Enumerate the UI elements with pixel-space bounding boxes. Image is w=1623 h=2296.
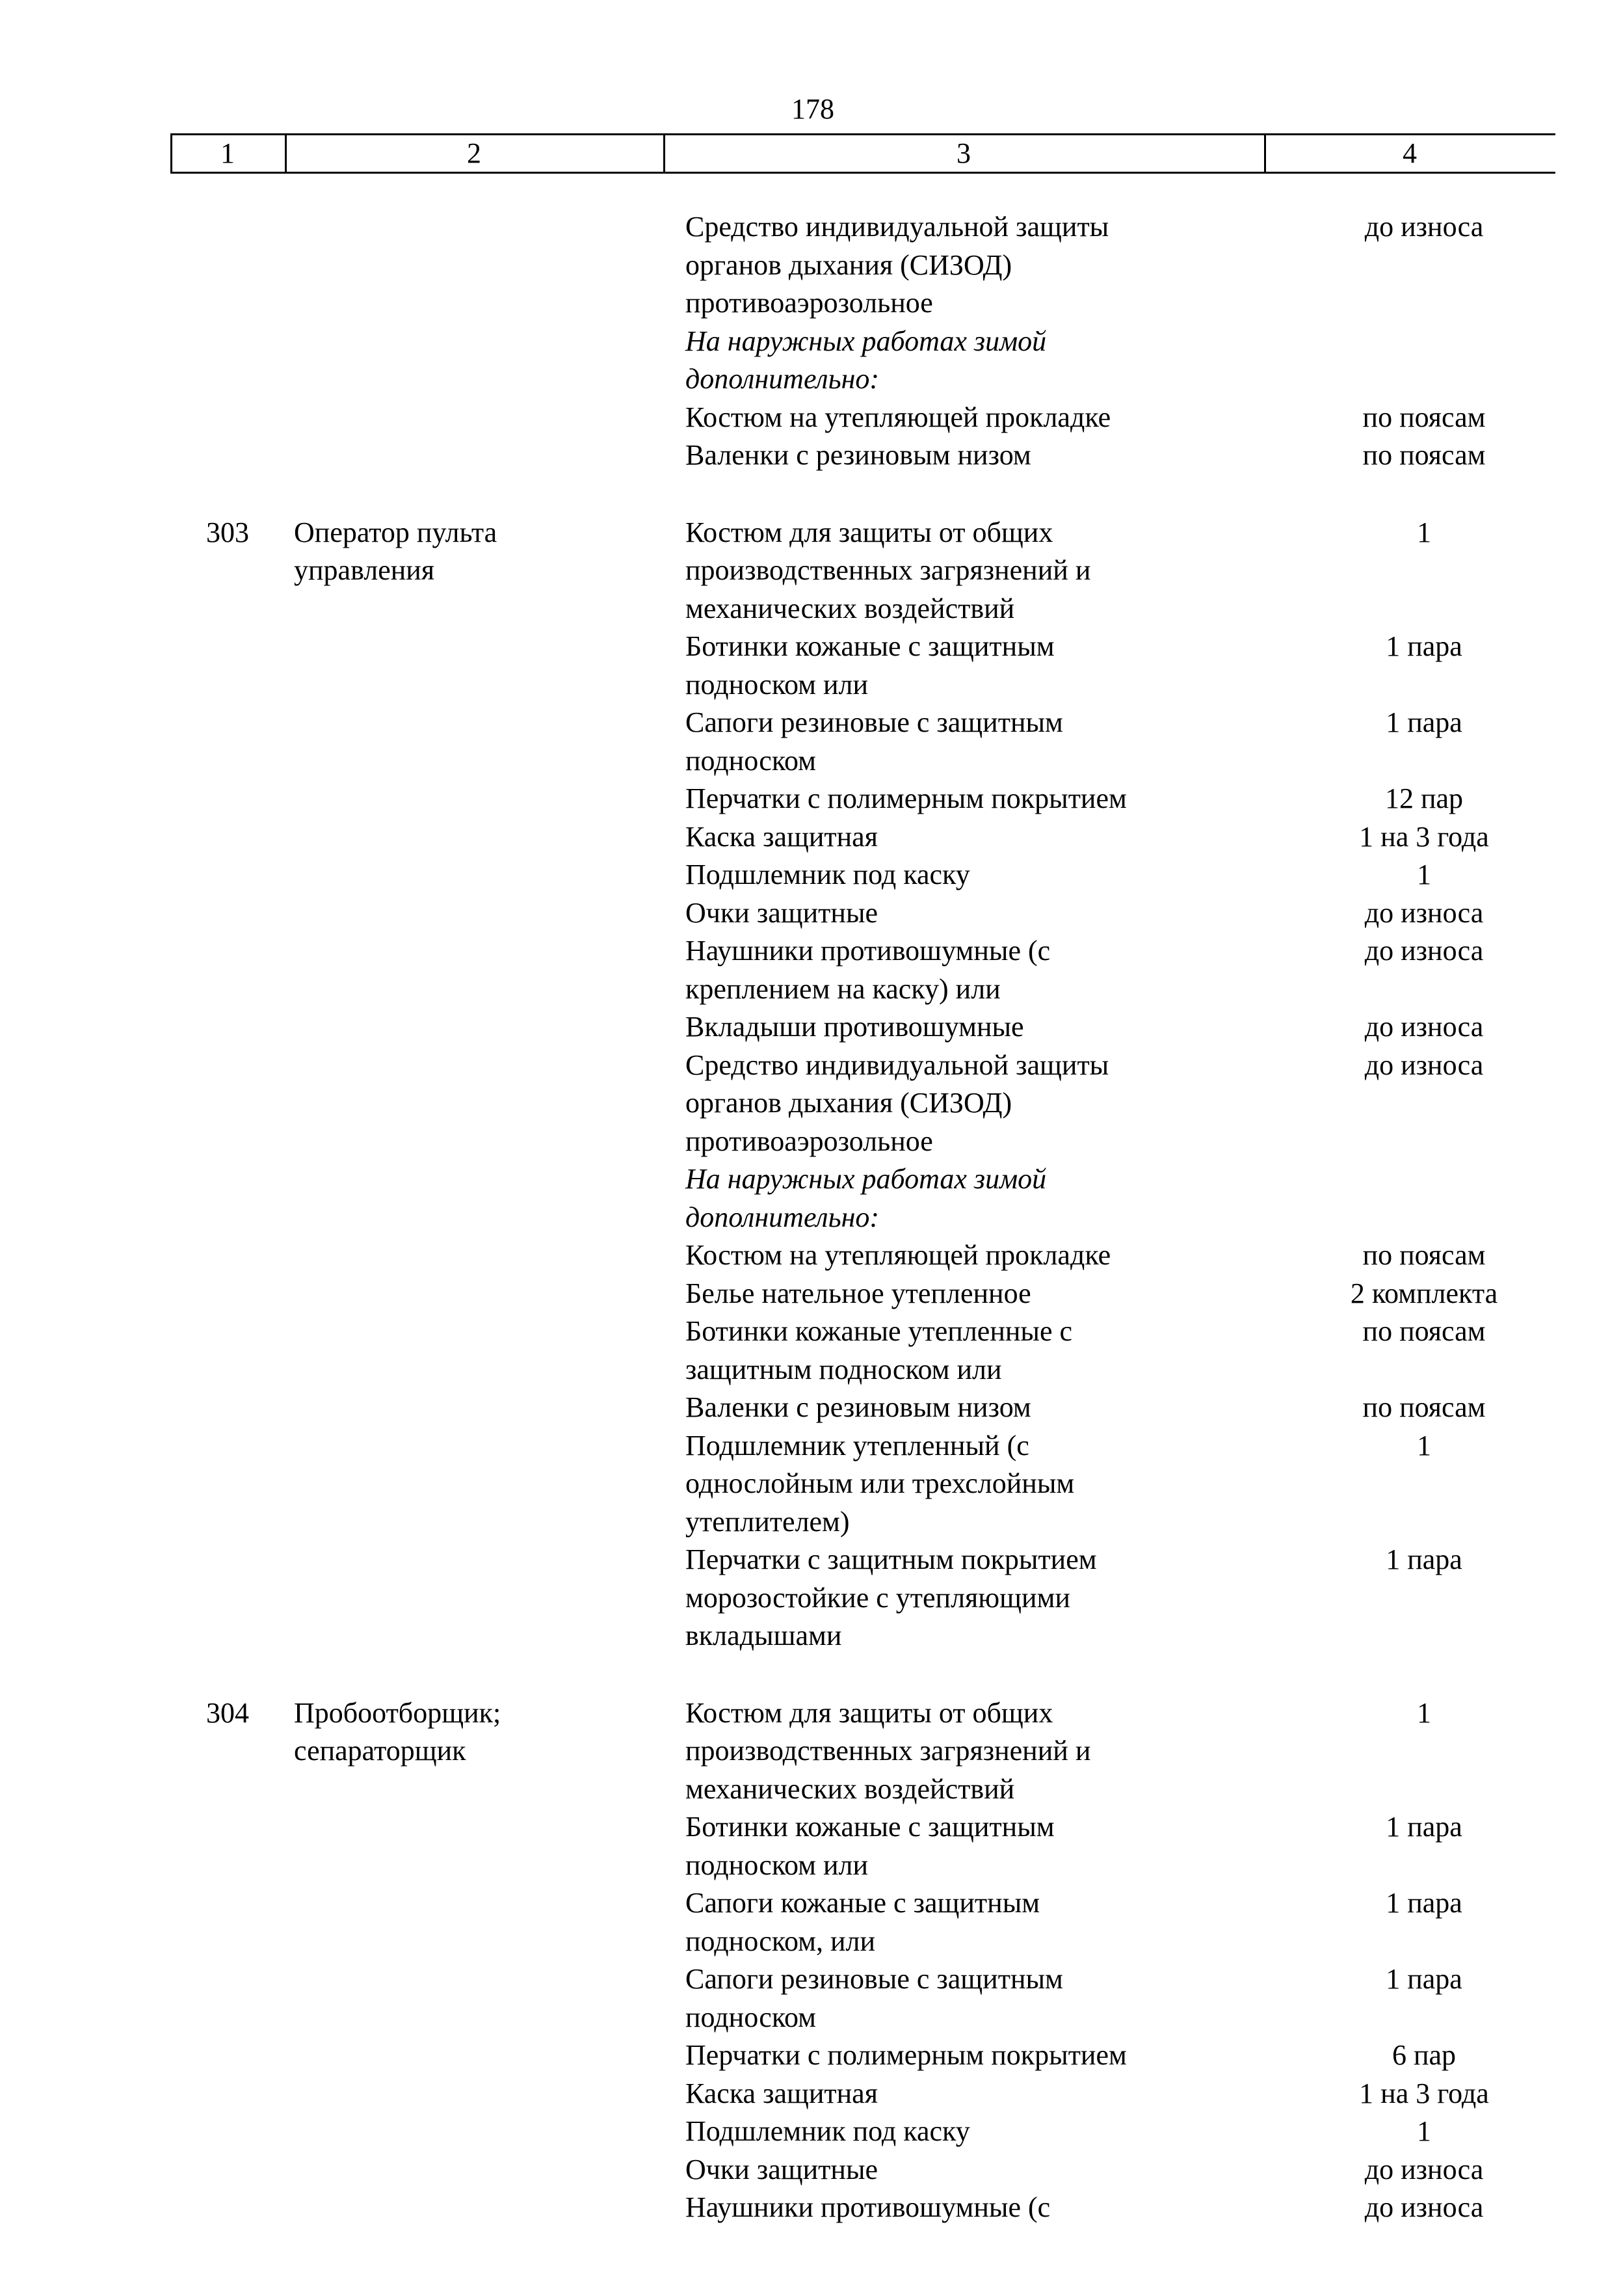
issue-norm: 1 xyxy=(1417,2115,1431,2147)
table-row xyxy=(0,932,1623,970)
issue-norm: до износа xyxy=(1364,935,1484,967)
table-row xyxy=(0,780,1623,818)
equipment-item: Вкладыши противошумные xyxy=(685,1011,1024,1043)
equipment-item: подноском xyxy=(685,745,816,777)
issue-norm: до износа xyxy=(1364,897,1484,929)
equipment-item: Костюм на утепляющей прокладке xyxy=(685,1239,1111,1271)
equipment-item: механических воздействий xyxy=(685,1773,1015,1805)
equipment-item: Ботинки кожаные утепленные с xyxy=(685,1315,1073,1347)
table-row xyxy=(0,1047,1623,1084)
equipment-item: вкладышами xyxy=(685,1620,842,1651)
equipment-item: подноском, или xyxy=(685,1925,876,1957)
issue-norm: до износа xyxy=(1364,211,1484,243)
equipment-item: Костюм для защиты от общих xyxy=(685,1697,1053,1729)
table-row xyxy=(0,704,1623,741)
table-row xyxy=(0,1313,1623,1350)
table-row xyxy=(0,1465,1623,1502)
table-row xyxy=(0,1199,1623,1236)
table-row xyxy=(0,323,1623,360)
table-row xyxy=(0,856,1623,894)
header-col-4: 4 xyxy=(1403,137,1417,169)
issue-norm: до износа xyxy=(1364,1011,1484,1043)
table-row xyxy=(0,1275,1623,1313)
equipment-item: На наружных работах зимой xyxy=(685,1163,1047,1195)
position-name: Оператор пульта xyxy=(294,516,497,548)
table-row xyxy=(0,1732,1623,1770)
equipment-item: органов дыхания (СИЗОД) xyxy=(685,249,1012,281)
equipment-item: Сапоги резиновые с защитным xyxy=(685,1963,1063,1995)
table-row xyxy=(0,552,1623,589)
table-row xyxy=(0,1541,1623,1579)
issue-norm: 1 xyxy=(1417,1430,1431,1462)
table-row xyxy=(0,1236,1623,1274)
issue-norm: 1 xyxy=(1417,1697,1431,1729)
table-row xyxy=(0,2036,1623,2074)
equipment-item: Подшлемник под каску xyxy=(685,859,970,890)
issue-norm: 6 пар xyxy=(1392,2039,1457,2071)
table-row xyxy=(0,1884,1623,1922)
table-row xyxy=(0,247,1623,284)
position-name: управления xyxy=(294,554,435,586)
equipment-item: Наушники противошумные (с xyxy=(685,2191,1051,2223)
equipment-item: противоаэрозольное xyxy=(685,1125,933,1157)
table-row xyxy=(0,1847,1623,1884)
equipment-item: защитным подноском или xyxy=(685,1354,1002,1385)
issue-norm: 1 пара xyxy=(1386,1887,1462,1919)
equipment-item: утеплителем) xyxy=(685,1506,850,1538)
issue-norm: 1 на 3 года xyxy=(1359,821,1489,853)
equipment-item: Каска защитная xyxy=(685,821,878,853)
issue-norm: 1 пара xyxy=(1386,706,1462,738)
issue-norm: 1 xyxy=(1417,516,1431,548)
table-row xyxy=(0,1389,1623,1426)
issue-norm: 1 на 3 года xyxy=(1359,2077,1489,2109)
equipment-item: Средство индивидуальной защиты xyxy=(685,211,1109,243)
equipment-item: Костюм для защиты от общих xyxy=(685,516,1053,548)
equipment-item: Наушники противошумные (с xyxy=(685,935,1051,967)
row-number: 304 xyxy=(206,1697,249,1729)
row-number: 303 xyxy=(206,516,249,548)
table-row xyxy=(0,208,1623,246)
equipment-item: подноском xyxy=(685,2001,816,2033)
issue-norm: 1 пара xyxy=(1386,1963,1462,1995)
position-name: сепараторщик xyxy=(294,1735,466,1767)
equipment-item: механических воздействий xyxy=(685,593,1015,624)
equipment-item: креплением на каску) или xyxy=(685,973,1001,1005)
table-row xyxy=(0,1999,1623,2036)
equipment-item: Костюм на утепляющей прокладке xyxy=(685,401,1111,433)
table-row xyxy=(0,666,1623,704)
header-col-2: 2 xyxy=(467,137,481,169)
issue-norm: 1 пара xyxy=(1386,1811,1462,1843)
equipment-item: Подшлемник под каску xyxy=(685,2115,970,2147)
issue-norm: по поясам xyxy=(1362,1315,1486,1347)
issue-norm: 1 xyxy=(1417,859,1431,890)
header-col-3: 3 xyxy=(957,137,971,169)
equipment-item: производственных загрязнений и xyxy=(685,554,1091,586)
table-row xyxy=(0,1808,1623,1846)
equipment-item: подноском или xyxy=(685,1849,869,1881)
issue-norm: по поясам xyxy=(1362,1239,1486,1271)
table-row xyxy=(0,399,1623,436)
table-row xyxy=(0,1503,1623,1541)
equipment-item: дополнительно: xyxy=(685,363,880,395)
issue-norm: по поясам xyxy=(1362,401,1486,433)
table-row xyxy=(0,2113,1623,2150)
issue-norm: до износа xyxy=(1364,2191,1484,2223)
table-row xyxy=(0,360,1623,398)
table-row xyxy=(0,1694,1623,1732)
table-row xyxy=(0,1579,1623,1617)
equipment-item: органов дыхания (СИЗОД) xyxy=(685,1087,1012,1119)
table-row xyxy=(0,2151,1623,2189)
table-row xyxy=(0,1008,1623,1046)
equipment-item: На наружных работах зимой xyxy=(685,325,1047,357)
equipment-item: однослойным или трехслойным xyxy=(685,1467,1075,1499)
header-col-1: 1 xyxy=(220,137,235,169)
issue-norm: по поясам xyxy=(1362,439,1486,471)
equipment-item: Сапоги кожаные с защитным xyxy=(685,1887,1040,1919)
equipment-item: Ботинки кожаные с защитным xyxy=(685,1811,1055,1843)
table-row xyxy=(0,894,1623,932)
equipment-item: Валенки с резиновым низом xyxy=(685,1391,1031,1423)
table-row xyxy=(0,1351,1623,1389)
equipment-item: Перчатки с полимерным покрытием xyxy=(685,2039,1127,2071)
issue-norm: до износа xyxy=(1364,1049,1484,1081)
table-row xyxy=(0,436,1623,474)
table-row xyxy=(0,1084,1623,1122)
table-row xyxy=(0,1160,1623,1198)
table-row xyxy=(0,590,1623,628)
equipment-item: Ботинки кожаные с защитным xyxy=(685,630,1055,662)
table-row xyxy=(0,742,1623,780)
table-row xyxy=(0,2189,1623,2226)
equipment-item: подноском или xyxy=(685,669,869,701)
issue-norm: 1 пара xyxy=(1386,1543,1462,1575)
equipment-item: Перчатки с защитным покрытием xyxy=(685,1543,1097,1575)
position-name: Пробоотборщик; xyxy=(294,1697,501,1729)
equipment-item: дополнительно: xyxy=(685,1201,880,1233)
table-row xyxy=(0,1427,1623,1465)
table-row xyxy=(0,628,1623,665)
table-row xyxy=(0,970,1623,1008)
equipment-item: Перчатки с полимерным покрытием xyxy=(685,782,1127,814)
equipment-item: Очки защитные xyxy=(685,2154,878,2185)
table-row xyxy=(0,2075,1623,2113)
equipment-item: морозостойкие с утепляющими xyxy=(685,1582,1070,1614)
equipment-item: Валенки с резиновым низом xyxy=(685,439,1031,471)
issue-norm: до износа xyxy=(1364,2154,1484,2185)
table-row xyxy=(0,1617,1623,1655)
table-row xyxy=(0,1960,1623,1998)
issue-norm: 12 пар xyxy=(1384,782,1464,814)
equipment-item: Подшлемник утепленный (с xyxy=(685,1430,1029,1462)
table-row xyxy=(0,1923,1623,1960)
table-row xyxy=(0,1123,1623,1160)
equipment-item: Белье нательное утепленное xyxy=(685,1277,1031,1309)
issue-norm: 2 комплекта xyxy=(1350,1277,1498,1309)
issue-norm: 1 пара xyxy=(1386,630,1462,662)
equipment-item: производственных загрязнений и xyxy=(685,1735,1091,1767)
table-row xyxy=(0,284,1623,322)
page-number: 178 xyxy=(791,93,834,125)
table-row xyxy=(0,1770,1623,1808)
equipment-item: противоаэрозольное xyxy=(685,287,933,319)
equipment-item: Очки защитные xyxy=(685,897,878,929)
equipment-item: Сапоги резиновые с защитным xyxy=(685,706,1063,738)
table-header xyxy=(170,133,1555,174)
table-row xyxy=(0,818,1623,856)
equipment-item: Средство индивидуальной защиты xyxy=(685,1049,1109,1081)
table-row xyxy=(0,514,1623,552)
equipment-item: Каска защитная xyxy=(685,2077,878,2109)
issue-norm: по поясам xyxy=(1362,1391,1486,1423)
